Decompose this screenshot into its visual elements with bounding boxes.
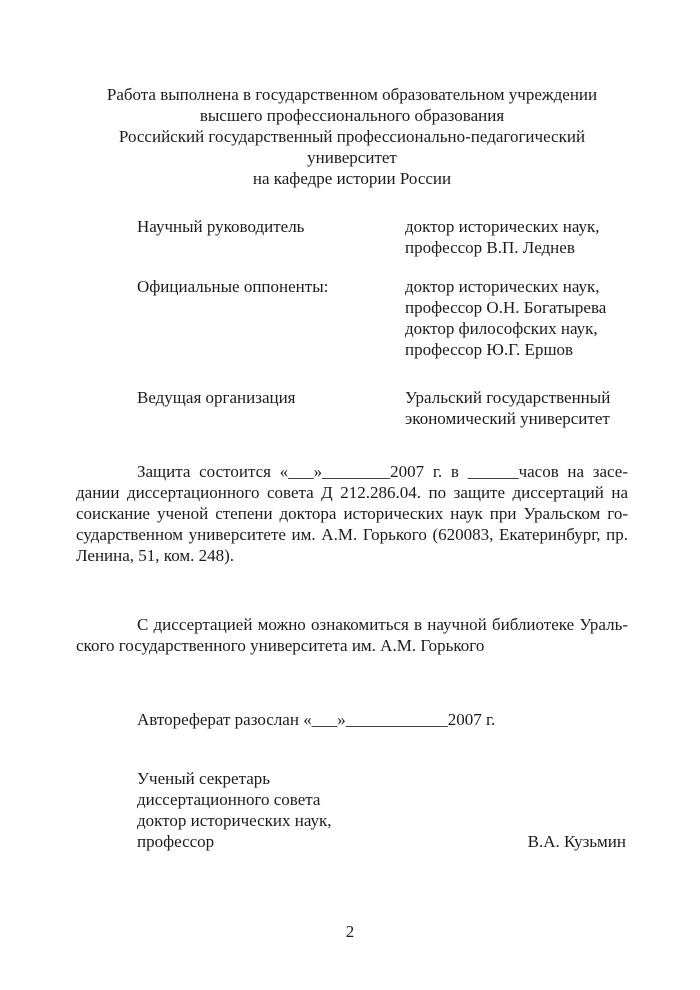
library-paragraph-line: С диссертацией можно ознакомиться в научной библиотеке Ураль- (137, 615, 628, 634)
header-line: Российский государственный профессионально-педагогический (118, 127, 586, 146)
defense-paragraph (76, 461, 628, 566)
header-line: высшего профессионального образования (199, 106, 505, 125)
lead-organization-value (405, 387, 610, 429)
opponents-value-line: профессор Ю.Г. Ершов (405, 340, 574, 359)
defense-paragraph-line: Защита состоится «___»________2007 г. в ______часов на засе- (137, 462, 628, 481)
signature-line: диссертационного совета (137, 790, 321, 809)
supervisor-value (405, 216, 600, 258)
header-line: университет (307, 148, 397, 167)
opponents-value-line: доктор исторических наук, (405, 277, 600, 296)
defense-paragraph-line: соискание ученой степени доктора исторических наук при Уральском го- (76, 504, 628, 523)
autoreferat-line-block (76, 709, 628, 730)
defense-paragraph-line: дании диссертационного совета Д 212.286.04. по защите диссертаций на (76, 483, 628, 502)
defense-paragraph-line: сударственном университете им. А.М. Горького (620083, Екатеринбург, пр. (76, 525, 628, 544)
defense-paragraph-line: Ленина, 51, ком. 248). (76, 546, 235, 565)
supervisor-value-line: доктор исторических наук, (405, 217, 600, 236)
signature-block (76, 768, 628, 852)
supervisor-label: Научный руководитель (137, 217, 305, 236)
supervisor-value-line: профессор В.П. Леднев (405, 238, 575, 257)
header-line: на кафедре истории России (252, 169, 452, 188)
signature-line: профессор (137, 832, 215, 851)
opponents-value-line: профессор О.Н. Богатырева (405, 298, 607, 317)
autoreferat-line: Автореферат разослан «___»____________2007 г. (137, 710, 496, 729)
secretary-name: В.А. Кузьмин (527, 832, 626, 851)
lead-organization-value-line: экономический университет (405, 409, 610, 428)
opponents-value-line: доктор философских наук, (405, 319, 598, 338)
signature-line: доктор исторических наук, (137, 811, 332, 830)
lead-organization-value-line: Уральский государственный (405, 388, 611, 407)
opponents-value (405, 276, 606, 360)
header-block (76, 84, 628, 189)
library-paragraph (76, 614, 628, 656)
lead-organization-label: Ведущая организация (137, 388, 296, 407)
library-paragraph-line: ского государственного университета им. А.М. Горького (76, 636, 485, 655)
header-line: Работа выполнена в государственном образовательном учреждении (106, 85, 598, 104)
page-number: 2 (345, 922, 355, 941)
opponents-label: Официальные оппоненты: (137, 277, 329, 296)
signature-line: Ученый секретарь (137, 769, 271, 788)
